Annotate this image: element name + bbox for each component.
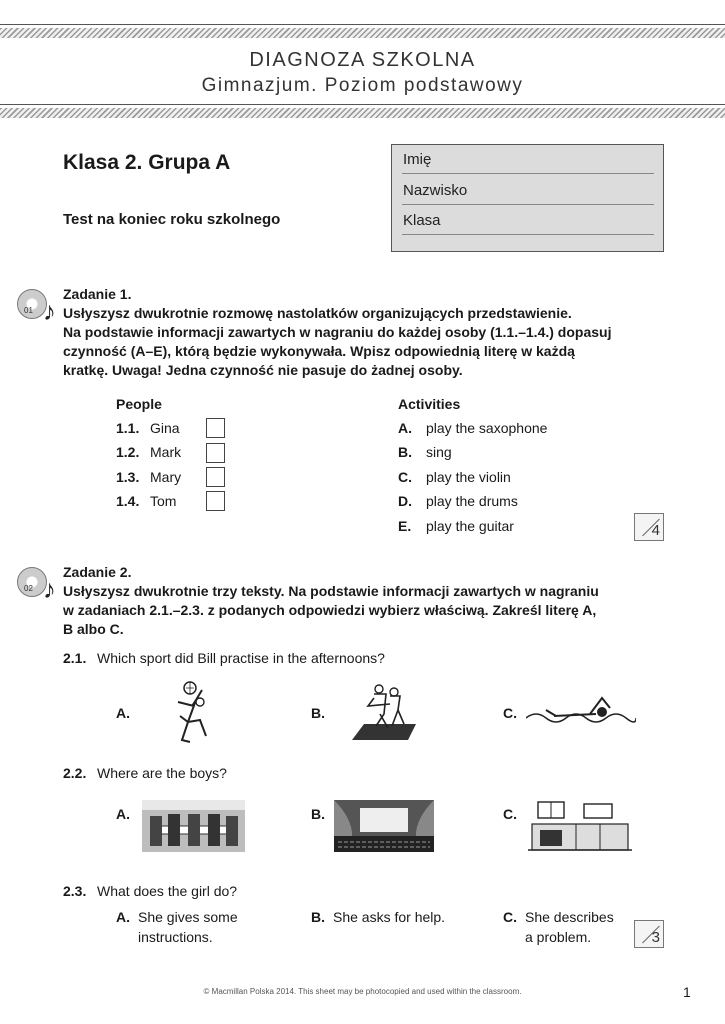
answer-box-1-3[interactable]	[206, 467, 225, 487]
question-2-1: 2.1. Which sport did Bill practise in the afternoons?	[63, 650, 385, 666]
activity-item: A. play the saxophone	[398, 420, 548, 436]
class-field[interactable]: Klasa	[402, 212, 654, 235]
test-name: Test na koniec roku szkolnego	[63, 211, 281, 228]
cinema-picture	[334, 800, 434, 852]
music-note-icon: ♪	[43, 296, 56, 326]
question-2-3: 2.3. What does the girl do?	[63, 883, 238, 899]
person-item: 1.3. Mary	[116, 469, 182, 485]
option-c[interactable]: C.	[503, 705, 517, 721]
activity-item: D. play the drums	[398, 493, 518, 509]
task2-instruction-line: w zadaniach 2.1.–2.3. z podanych odpowiedzi wybierz właściwą. Zakreśl literę A,	[63, 602, 597, 618]
header-bottom-stripe	[0, 108, 725, 118]
header-top-line	[0, 24, 725, 25]
activity-item: E. play the guitar	[398, 518, 514, 534]
task1-instruction-line: czynność (A–E), którą będzie wykonywała. Wpisz odpowiednią literę w każdą	[63, 343, 575, 359]
header-title: DIAGNOZA SZKOLNA	[249, 49, 476, 71]
option-a[interactable]: A.	[116, 806, 130, 822]
task2-title: Zadanie 2.	[63, 564, 132, 580]
option-b[interactable]: B.	[311, 705, 325, 721]
header-subtitle: Gimnazjum. Poziom podstawowy	[201, 75, 524, 96]
kitchen-picture	[528, 800, 632, 852]
answer-box-1-1[interactable]	[206, 418, 225, 438]
restaurant-picture	[142, 800, 245, 852]
task1-instruction-line: Usłyszysz dwukrotnie rozmowę nastolatków organizujących przedstawienie.	[63, 305, 572, 321]
task1-instruction-line: Na podstawie informacji zawartych w nagraniu do każdej osoby (1.1.–1.4.) dopasuj	[63, 324, 612, 340]
option-a[interactable]: A.	[116, 705, 130, 721]
header-top-stripe	[0, 28, 725, 38]
answer-box-1-2[interactable]	[206, 443, 225, 463]
people-header: People	[116, 396, 162, 412]
person-item: 1.1. Gina	[116, 420, 180, 436]
task1-instruction-line: kratkę. Uwaga! Jedna czynność nie pasuje do żadnej osoby.	[63, 362, 463, 378]
task1-title: Zadanie 1.	[63, 286, 132, 302]
class-group-title: Klasa 2. Grupa A	[63, 151, 231, 174]
question-2-2: 2.2. Where are the boys?	[63, 765, 227, 781]
student-info-box	[391, 144, 664, 252]
surname-field[interactable]: Nazwisko	[402, 182, 654, 205]
volleyball-picture	[166, 680, 218, 746]
option-b[interactable]: B.	[311, 806, 325, 822]
answer-option-b[interactable]: B. She asks for help.	[311, 909, 446, 925]
answer-box-1-4[interactable]	[206, 491, 225, 511]
option-c[interactable]: C.	[503, 806, 517, 822]
task1-header	[63, 285, 663, 380]
page-number: 1	[683, 984, 691, 1000]
music-note-icon: ♪	[43, 574, 56, 604]
task2-instruction-line: B albo C.	[63, 621, 124, 637]
task2-instruction-line: Usłyszysz dwukrotnie trzy teksty. Na podstawie informacji zawartych w nagraniu	[63, 583, 599, 599]
activity-item: C. play the violin	[398, 469, 511, 485]
copyright-footer: © Macmillan Polska 2014. This sheet may be photocopied and used within the classroom.	[203, 987, 522, 996]
answer-option-c[interactable]: C. She describes a problem.	[503, 909, 614, 945]
task2-header	[63, 563, 663, 639]
header-bottom-line	[0, 104, 725, 105]
activity-item: B. sing	[398, 444, 452, 460]
score-box-task2: 3	[634, 920, 664, 948]
score-box-task1: 4	[634, 513, 664, 541]
answer-option-a[interactable]: A. She gives some instructions.	[116, 909, 238, 945]
judo-picture	[352, 680, 416, 742]
person-item: 1.4. Tom	[116, 493, 177, 509]
audio-cd-icon: 01	[17, 289, 47, 319]
person-item: 1.2. Mark	[116, 444, 182, 460]
swimming-picture	[526, 694, 636, 728]
audio-cd-icon: 02	[17, 567, 47, 597]
activities-header: Activities	[398, 396, 461, 412]
name-field[interactable]: Imię	[402, 151, 654, 174]
